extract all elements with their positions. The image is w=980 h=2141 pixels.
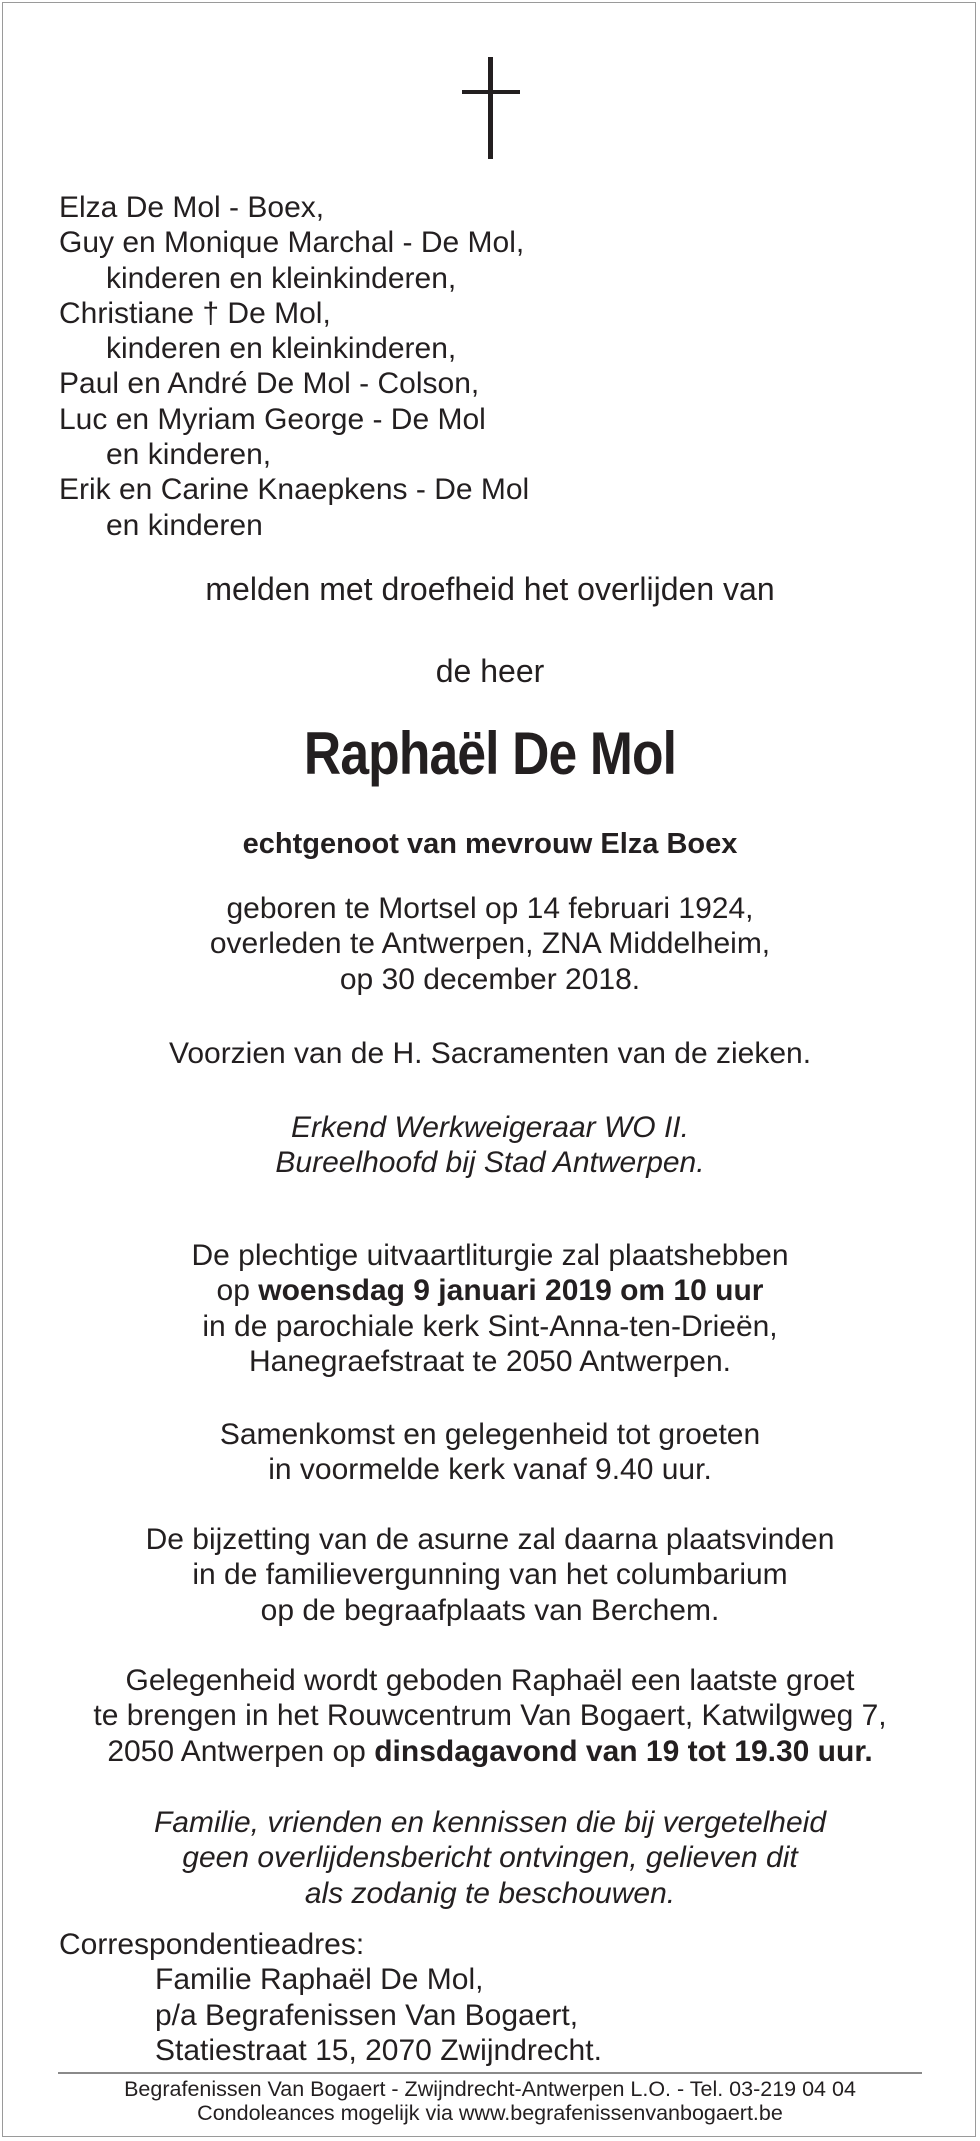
funeral-line: De plechtige uitvaartliturgie zal plaatshebben [191, 1239, 789, 1272]
footer-line: Begrafenissen Van Bogaert - Zwijndrecht-Antwerpen L.O. - Tel. 03-219 04 04 [124, 2077, 856, 2101]
family-line: Elza De Mol - Boex, [59, 191, 325, 224]
meeting-line: in voormelde kerk vanaf 9.40 uur. [268, 1453, 712, 1487]
title-line: Erkend Werkweigeraar WO II. [291, 1111, 689, 1144]
correspondence-label: Correspondentieadres: [59, 1928, 365, 1961]
correspondence-line: Familie Raphaël De Mol, [155, 1963, 484, 1997]
family-line: Guy en Monique Marchal - De Mol, [59, 226, 525, 260]
cross-icon [462, 57, 520, 159]
meeting-line: Samenkomst en gelegenheid tot groeten [219, 1418, 761, 1451]
notice-line: geen overlijdensbericht ontvingen, gelieven dit [182, 1841, 798, 1875]
birth-death-line: op 30 december 2018. [339, 962, 641, 996]
meeting-block [0, 1417, 980, 1488]
birth-death-block [0, 891, 980, 997]
announcement: melden met droefheid het overlijden van [205, 571, 775, 607]
deceased-name: Raphaël De Mol [303, 720, 677, 787]
funeral-line: op woensdag 9 januari 2019 om 10 uur [216, 1274, 764, 1308]
funeral-block [0, 1238, 980, 1379]
footer [0, 2077, 980, 2125]
notice-line: Familie, vrienden en kennissen die bij vergetelheid [153, 1806, 827, 1839]
family-line: Erik en Carine Knaepkens - De Mol [59, 473, 530, 507]
visitation-line: 2050 Antwerpen op dinsdagavond van 19 tot 19.30 uur. [107, 1734, 873, 1768]
footer-line: Condoleances mogelijk via www.begrafenissenvanbogaert.be [197, 2101, 783, 2125]
correspondence-line: Statiestraat 15, 2070 Zwijndrecht. [155, 2033, 602, 2067]
visitation-block [0, 1663, 980, 1769]
visitation-time: dinsdagavond van 19 tot 19.30 uur. [374, 1734, 873, 1768]
spouse-line: echtgenoot van mevrouw Elza Boex [242, 828, 738, 860]
birth-death-line: overleden te Antwerpen, ZNA Middelheim, [209, 927, 771, 961]
burial-line: De bijzetting van de asurne zal daarna plaatsvinden [145, 1523, 835, 1556]
burial-line: op de begraafplaats van Berchem. [260, 1593, 720, 1627]
correspondence-line: p/a Begrafenissen Van Bogaert, [155, 1998, 579, 2032]
correspondence-block [59, 1927, 602, 2068]
salutation: de heer [435, 653, 545, 689]
visitation-line: te brengen in het Rouwcentrum Van Bogaert, Katwilgweg 7, [93, 1699, 887, 1733]
birth-death-line: geboren te Mortsel op 14 februari 1924, [226, 892, 754, 925]
sacraments-line: Voorzien van de H. Sacramenten van de zieken. [168, 1037, 812, 1070]
family-line: kinderen en kleinkinderen, [106, 332, 457, 366]
burial-line: in de familievergunning van het columbarium [192, 1558, 788, 1592]
funeral-date: woensdag 9 januari 2019 om 10 uur [258, 1274, 764, 1308]
funeral-line: Hanegraefstraat te 2050 Antwerpen. [249, 1344, 731, 1378]
footer-divider [58, 2072, 922, 2074]
notice-line: als zodanig te beschouwen. [304, 1876, 676, 1910]
funeral-line: in de parochiale kerk Sint-Anna-ten-Drieën, [202, 1309, 778, 1343]
title-line: Bureelhoofd bij Stad Antwerpen. [275, 1146, 705, 1180]
burial-block [0, 1522, 980, 1628]
family-line: en kinderen, [106, 438, 272, 472]
titles-block [0, 1110, 980, 1181]
visitation-line: Gelegenheid wordt geboden Raphaël een laatste groet [125, 1664, 855, 1697]
family-line: kinderen en kleinkinderen, [106, 261, 457, 295]
family-line: Paul en André De Mol - Colson, [59, 367, 480, 401]
notice-block [0, 1805, 980, 1911]
family-line: Luc en Myriam George - De Mol [59, 402, 486, 436]
family-list [59, 190, 529, 543]
family-line: Christiane † De Mol, [59, 296, 331, 330]
family-line: en kinderen [106, 508, 263, 542]
